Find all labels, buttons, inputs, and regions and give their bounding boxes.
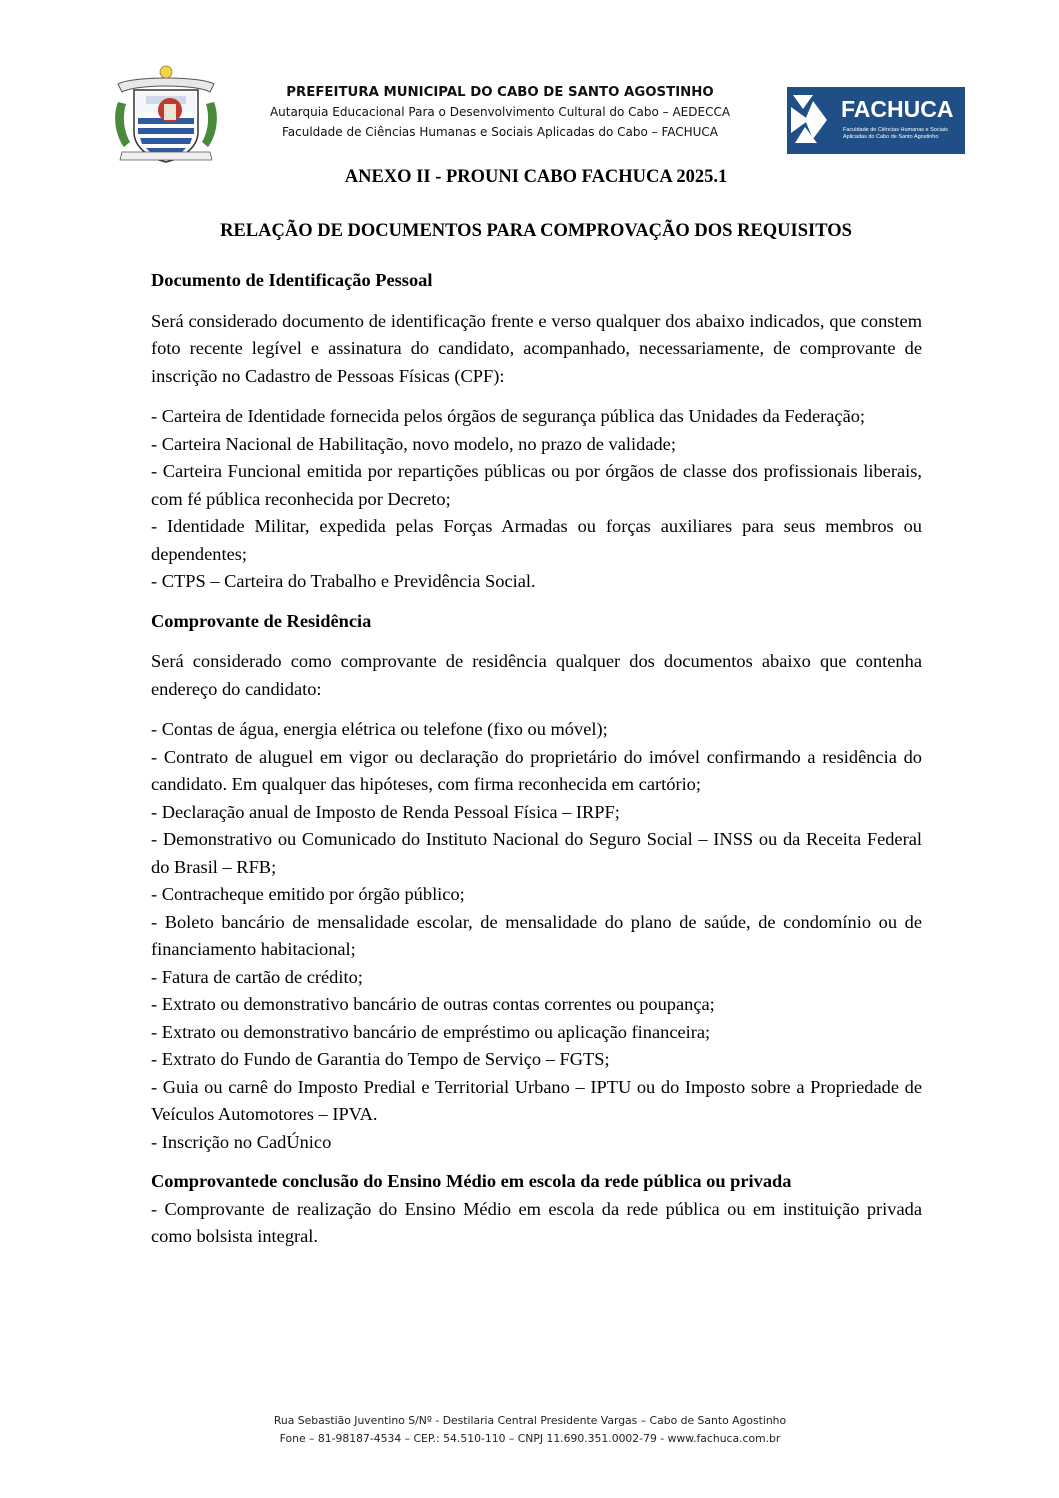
document-title: RELAÇÃO DE DOCUMENTOS PARA COMPROVAÇÃO DOS REQUISITOS xyxy=(220,221,852,241)
list-item: - Guia ou carnê do Imposto Predial e Territorial Urbano – IPTU ou do Imposto sobre a Propriedade de Veículos Automotores – IPVA. xyxy=(151,1076,922,1124)
list-item: - Contas de água, energia elétrica ou telefone (fixo ou móvel); xyxy=(151,719,608,739)
residence-documents-list xyxy=(151,716,922,1156)
list-item: - CTPS – Carteira do Trabalho e Previdência Social. xyxy=(151,571,536,591)
svg-text:FACHUCA: FACHUCA xyxy=(841,96,954,122)
fachuca-logo xyxy=(787,87,965,154)
list-item: - Declaração anual de Imposto de Renda Pessoal Física – IRPF; xyxy=(151,801,620,822)
section-heading-identification: Documento de Identificação Pessoal xyxy=(151,270,433,290)
section-intro-residence: Será considerado como comprovante de residência qualquer dos documentos abaixo que contenha endereço do candidato: xyxy=(151,651,922,699)
section-heading-high-school: Comprovantede conclusão do Ensino Médio em escola da rede pública ou privada xyxy=(151,1171,792,1191)
list-item: - Inscrição no CadÚnico xyxy=(151,1131,332,1152)
list-item: - Carteira Nacional de Habilitação, novo modelo, no prazo de validade; xyxy=(151,433,676,454)
list-item: - Carteira Funcional emitida por repartições públicas ou por órgãos de classe dos profissionais liberais, com fé pública reconhecida por Decreto; xyxy=(151,461,922,509)
list-item: - Extrato ou demonstrativo bancário de empréstimo ou aplicação financeira; xyxy=(151,1021,711,1042)
annex-title: ANEXO II - PROUNI CABO FACHUCA 2025.1 xyxy=(344,167,728,187)
svg-text:Aplicadas do Cabo de Santo Ago: Aplicadas do Cabo de Santo Agostinho xyxy=(843,134,939,140)
footer-address: Rua Sebastião Juventino S/Nº - Destilaria Central Presidente Vargas – Cabo de Santo Agostinho xyxy=(273,1414,787,1427)
list-item: - Extrato ou demonstrativo bancário de outras contas correntes ou poupança; xyxy=(151,994,715,1014)
section-intro-identification: Será considerado documento de identificação frente e verso qualquer dos abaixo indicados, que constem foto recente legível e assinatura do candidato, acompanhado, necessariamente, de comprovante de inscrição no Cadastro de Pessoas Físicas (CPF): xyxy=(151,310,922,386)
list-item: - Extrato do Fundo de Garantia do Tempo de Serviço – FGTS; xyxy=(151,1049,610,1069)
list-item: - Boleto bancário de mensalidade escolar, de mensalidade do plano de saúde, de condomínio ou de financiamento habitacional; xyxy=(151,911,922,959)
list-item: - Carteira de Identidade fornecida pelos órgãos de segurança pública das Unidades da Federação; xyxy=(151,406,866,426)
list-item: - Demonstrativo ou Comunicado do Instituto Nacional do Seguro Social – INSS ou da Receita Federal do Brasil – RFB; xyxy=(151,829,922,877)
high-school-documents-list xyxy=(151,1196,922,1251)
document-body xyxy=(151,267,922,1251)
list-item: - Contracheque emitido por órgão público; xyxy=(151,884,465,904)
header-faculty: Faculdade de Ciências Humanas e Sociais Aplicadas do Cabo – FACHUCA xyxy=(281,125,719,139)
svg-text:Faculdade de Ciências Humanas: Faculdade de Ciências Humanas e Sociais xyxy=(843,127,948,133)
list-item: - Identidade Militar, expedida pelas Forças Armadas ou forças auxiliares para seus membros ou dependentes; xyxy=(151,516,922,564)
list-item: - Fatura de cartão de crédito; xyxy=(151,966,363,987)
section-heading-residence: Comprovante de Residência xyxy=(151,610,372,631)
list-item: - Comprovante de realização do Ensino Médio em escola da rede pública ou em instituição privada como bolsista integral. xyxy=(151,1198,922,1246)
municipal-crest-logo xyxy=(112,62,220,170)
header-municipality: PREFEITURA MUNICIPAL DO CABO DE SANTO AGOSTINHO xyxy=(286,85,714,100)
list-item: - Contrato de aluguel em vigor ou declaração do proprietário do imóvel confirmando a residência do candidato. Em qualquer das hipóteses, com firma reconhecida em cartório; xyxy=(151,746,922,794)
identification-documents-list xyxy=(151,403,922,596)
header-autarchy: Autarquia Educacional Para o Desenvolvimento Cultural do Cabo – AEDECCA xyxy=(269,105,731,119)
footer-contact: Fone – 81-98187-4534 – CEP.: 54.510-110 – CNPJ 11.690.351.0002-79 - www.fachuca.com.br xyxy=(279,1432,781,1445)
